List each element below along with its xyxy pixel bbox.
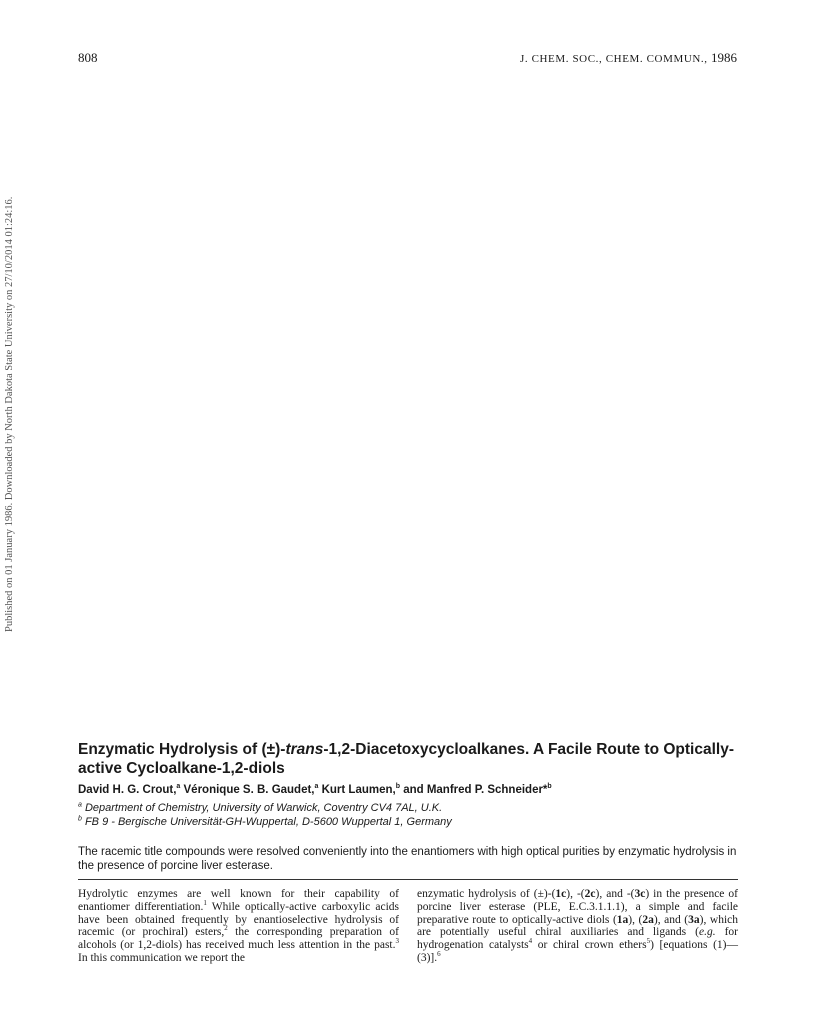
compound-label: 1a [616,913,629,926]
author-gaudet-affil: a [314,783,319,791]
affiliation-b [78,816,758,828]
body-text: ), ( [628,913,643,926]
compound-label: 3a [688,913,700,926]
reference-mark: 6 [437,950,441,959]
download-side-note [0,180,20,640]
journal-year: 1986 [710,50,737,65]
affiliation-b-text: FB 9 - Bergische Universität-GH-Wuppertal, D-5600 Wuppertal 1, Germany [81,816,452,828]
affiliation-a [78,802,758,814]
body-column-left [78,888,399,965]
abstract-divider [78,879,738,880]
affiliation-a-text: Department of Chemistry, University of Warwick, Coventry CV4 7AL, U.K. [81,802,443,814]
body-text: ), -( [566,888,585,900]
author-laumen-affil: b [395,783,400,791]
title-text-1: Enzymatic Hydrolysis of (±)- [78,741,286,758]
compound-label: 2a [642,913,654,926]
body-text: the corresponding preparation of alcohols (or 1,2-diols) has received much less attention in the past. [78,926,399,952]
page-number: 808 [78,50,98,65]
compound-label: 2c [584,888,596,900]
reference-mark: 1 [203,898,207,907]
title-italic: trans [285,741,324,758]
body-text: ), and -( [595,888,635,900]
author-laumen: Kurt Laumen, [318,784,396,796]
abstract: The racemic title compounds were resolved conveniently into the enantiomers with high optical purities by enzymatic hydrolysis in the presence of porcine liver esterase. [78,846,737,872]
body-text: ), which are potentially useful chiral auxiliaries and ligands ( [417,913,738,939]
body-text: While optically-active carboxylic acids have been obtained frequently by enantioselective hydrolysis of racemic (or prochiral) esters, [78,900,400,939]
body-text: ) in the presence of porcine liver esterase (PLE, E.C.3.1.1.1), a simple and facile preparative route to optically-active diols ( [417,888,738,926]
compound-label: 3c [634,888,646,900]
body-text: Hydrolytic enzymes are well known for their capability of enantiomer differentiation. [78,888,399,913]
download-side-note-text: Published on 01 January 1986. Downloaded by North Dakota State University on 27/10/2014 01:24:16. [4,196,15,632]
body-text: for hydrogenation catalysts [417,926,738,952]
author-schneider-affil: b [547,783,552,791]
body-text: In this communication we report the [78,951,246,964]
body-text: or chiral crown ethers [532,939,647,952]
body-italic: e.g. [698,926,716,939]
body-text: ) [equations (1)—(3)]. [417,939,738,964]
author-gaudet: Véronique S. B. Gaudet, [180,784,315,796]
reference-mark: 3 [395,937,399,946]
reference-mark: 4 [528,937,533,946]
author-schneider: and Manfred P. Schneider* [400,784,548,796]
article-title [78,740,758,778]
author-list [78,784,758,796]
title-text-2: -1,2-Diacetoxycycloalkanes. A Facile Route to Optically-active Cycloalkane-1,2-diols [78,741,734,777]
journal-header [520,50,737,66]
author-crout-affil: a [176,783,181,791]
compound-label: 1c [555,888,567,900]
body-text: enzymatic hydrolysis of (±)-( [417,888,556,900]
affiliation-a-mark: a [78,801,82,809]
affiliation-b-mark: b [78,815,82,823]
reference-mark: 5 [646,937,651,946]
journal-name: J. CHEM. SOC., CHEM. COMMUN., [520,53,711,65]
body-column-right [417,888,738,965]
body-text: ), and ( [653,913,689,926]
author-crout: David H. G. Crout, [78,784,177,796]
reference-mark: 2 [224,924,228,933]
